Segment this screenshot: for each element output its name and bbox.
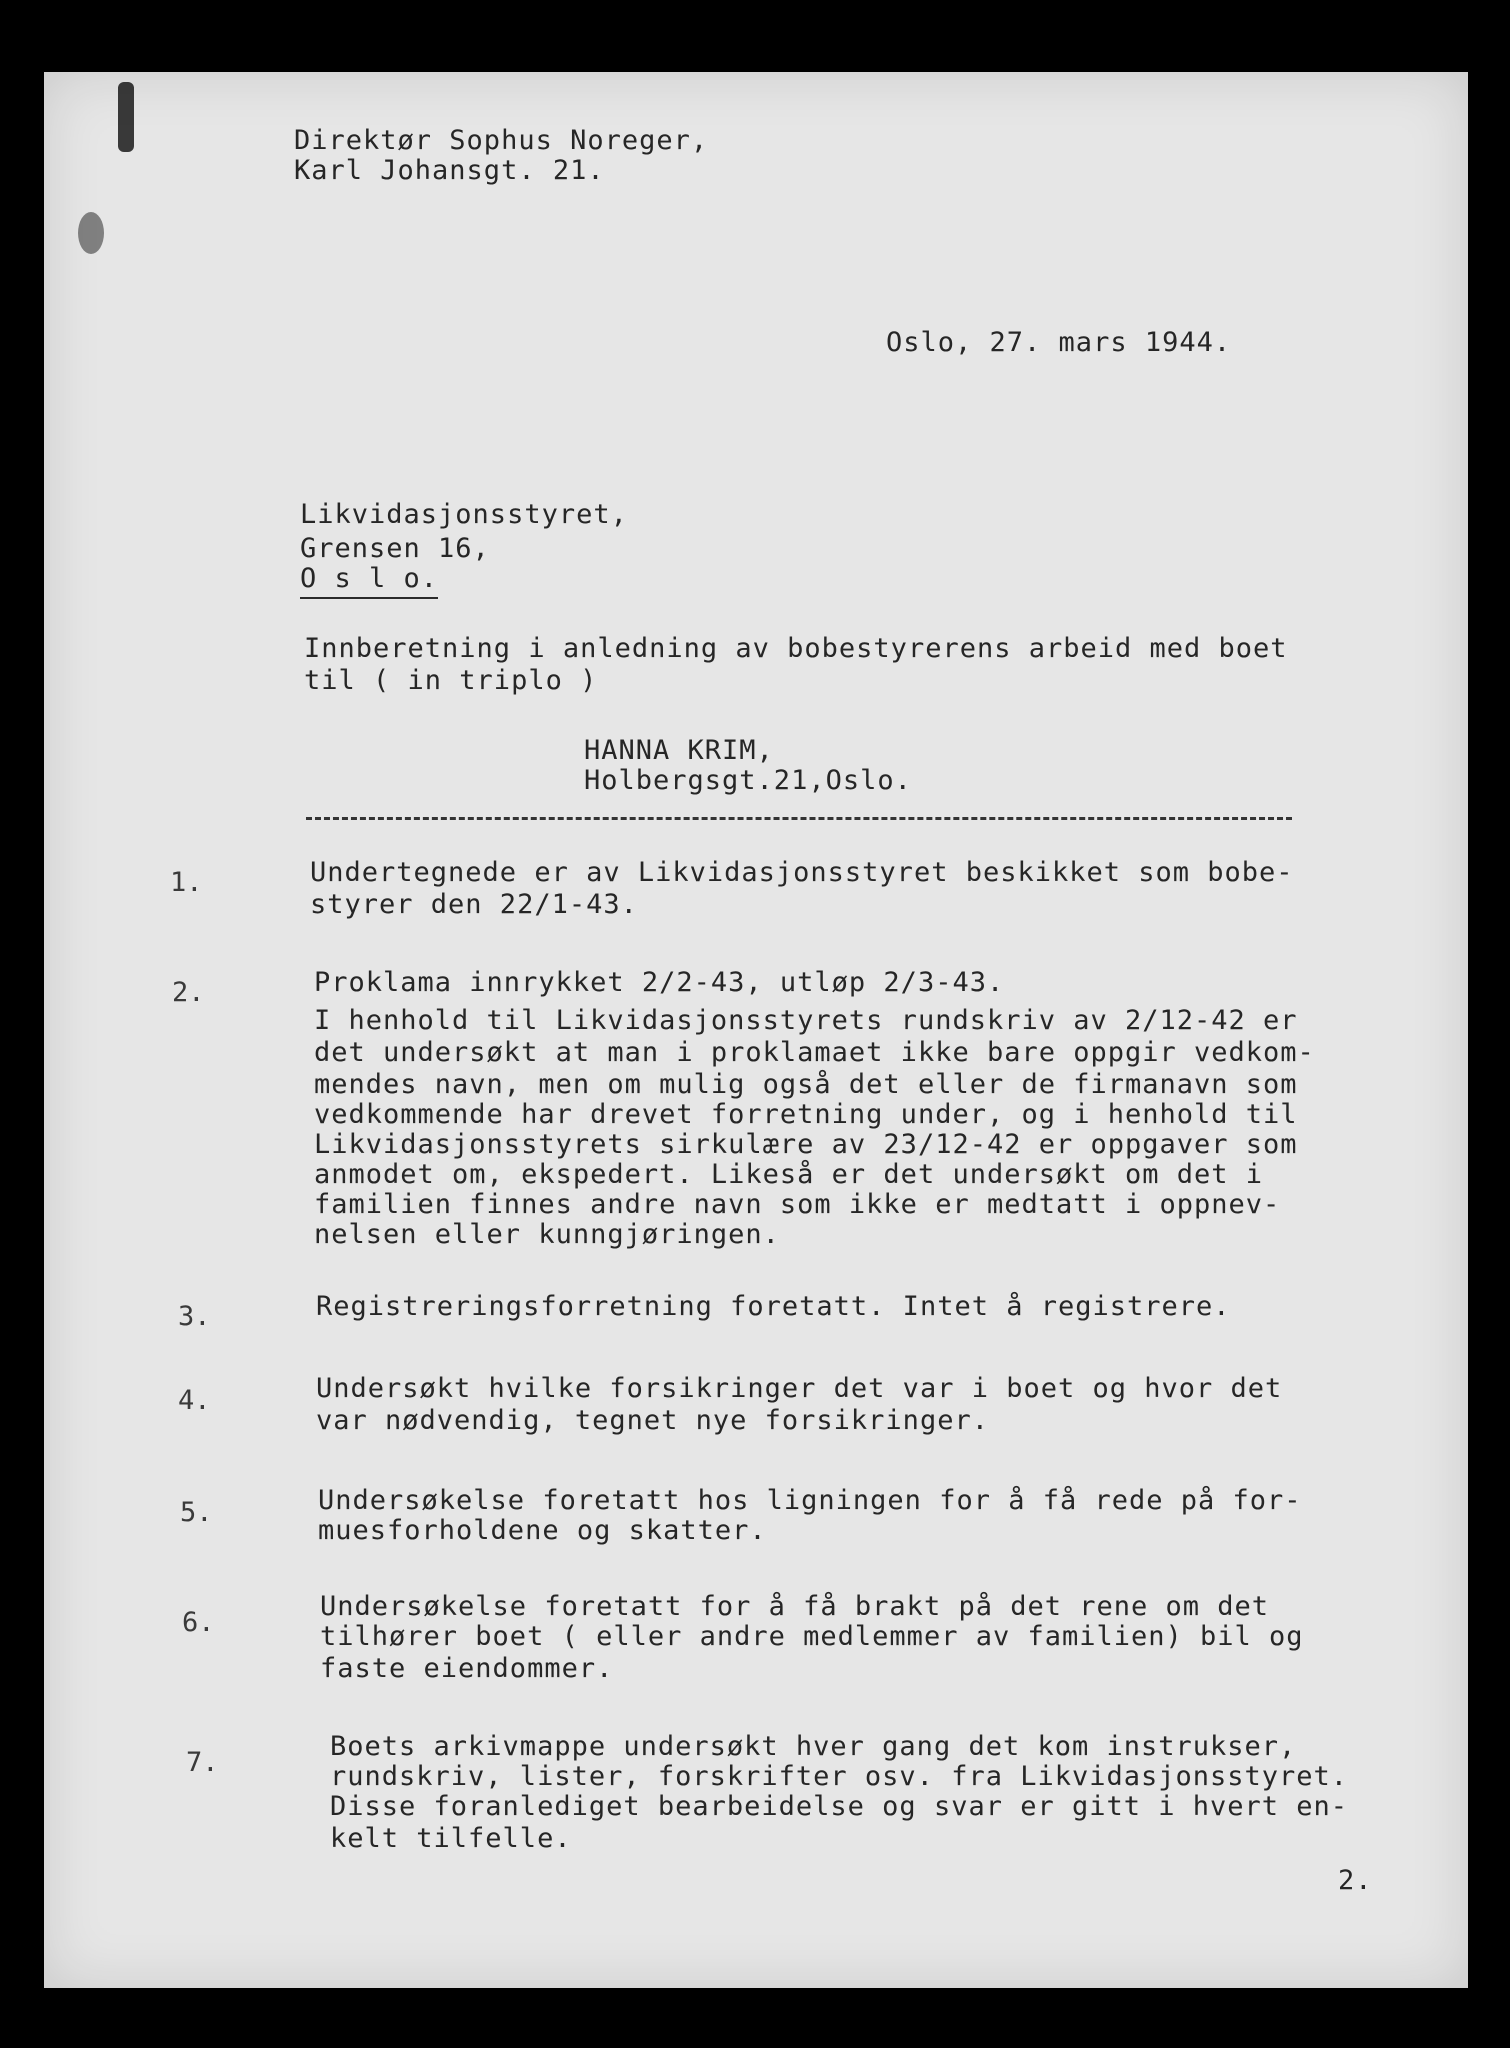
item-line: Disse foranlediget bearbeidelse og svar er gitt i hvert en-	[330, 1791, 1349, 1822]
item-line: faste eiendommer.	[320, 1653, 614, 1684]
staple-mark	[118, 82, 134, 152]
item-line: I henhold til Likvidasjonsstyrets rundskriv av 2/12-42 er	[314, 1005, 1298, 1036]
sender-name: Direktør Sophus Noreger,	[294, 125, 709, 156]
item-line: anmodet om, ekspedert. Likeså er det undersøkt om det i	[314, 1159, 1264, 1190]
item-number: 6.	[182, 1607, 215, 1638]
item-line: mendes navn, men om mulig også det eller de firmanavn som	[314, 1069, 1298, 1100]
recipient-name: Likvidasjonsstyret,	[300, 499, 628, 530]
item-line: var nødvendig, tegnet nye forsikringer.	[316, 1405, 989, 1436]
item-line: Registreringsforretning foretatt. Intet å registrere.	[316, 1291, 1231, 1322]
item-number: 3.	[178, 1301, 211, 1332]
item-line: rundskriv, lister, forskrifter osv. fra Likvidasjonsstyret.	[330, 1761, 1349, 1792]
item-line: familien finnes andre navn som ikke er medtatt i oppnev-	[314, 1189, 1281, 1220]
estate-address: Holbergsgt.21,Oslo.	[584, 765, 912, 796]
item-line: kelt tilfelle.	[330, 1823, 572, 1854]
item-line: styrer den 22/1-43.	[310, 889, 638, 920]
item-number: 4.	[178, 1385, 211, 1416]
item-number: 7.	[186, 1747, 219, 1778]
page-marker: 2.	[1338, 1865, 1373, 1896]
letter-date: Oslo, 27. mars 1944.	[886, 327, 1232, 358]
recipient-street: Grensen 16,	[300, 533, 490, 564]
item-line: Proklama innrykket 2/2-43, utløp 2/3-43.	[314, 967, 1005, 998]
sender-address: Karl Johansgt. 21.	[294, 155, 605, 186]
item-number: 1.	[170, 867, 203, 898]
item-line: Undersøkelse foretatt for å få brakt på det rene om det	[320, 1591, 1270, 1622]
subject-line-1: Innberetning i anledning av bobestyrerens arbeid med boet	[304, 633, 1288, 664]
item-line: det undersøkt at man i proklamaet ikke bare oppgir vedkom-	[314, 1037, 1315, 1068]
divider	[306, 817, 1292, 820]
item-line: Undersøkt hvilke forsikringer det var i boet og hvor det	[316, 1373, 1283, 1404]
recipient-city: O s l o.	[300, 562, 438, 599]
item-line: Undertegnede er av Likvidasjonsstyret beskikket som bobe-	[310, 857, 1294, 888]
item-line: nelsen eller kunngjøringen.	[314, 1219, 780, 1250]
item-line: Boets arkivmappe undersøkt hver gang det kom instrukser,	[330, 1731, 1297, 1762]
item-line: Likvidasjonsstyrets sirkulære av 23/12-42 er oppgaver som	[314, 1129, 1298, 1160]
item-number: 2.	[172, 977, 205, 1008]
item-line: Undersøkelse foretatt hos ligningen for å få rede på for-	[318, 1485, 1302, 1516]
item-line: tilhører boet ( eller andre medlemmer av familien) bil og	[320, 1621, 1304, 1652]
subject-line-2: til ( in triplo )	[304, 665, 598, 696]
item-line: vedkommende har drevet forretning under, og i henhold til	[314, 1099, 1298, 1130]
item-line: muesforholdene og skatter.	[318, 1515, 767, 1546]
estate-name: HANNA KRIM,	[584, 735, 774, 766]
ink-smudge	[78, 212, 104, 254]
item-number: 5.	[180, 1497, 213, 1528]
